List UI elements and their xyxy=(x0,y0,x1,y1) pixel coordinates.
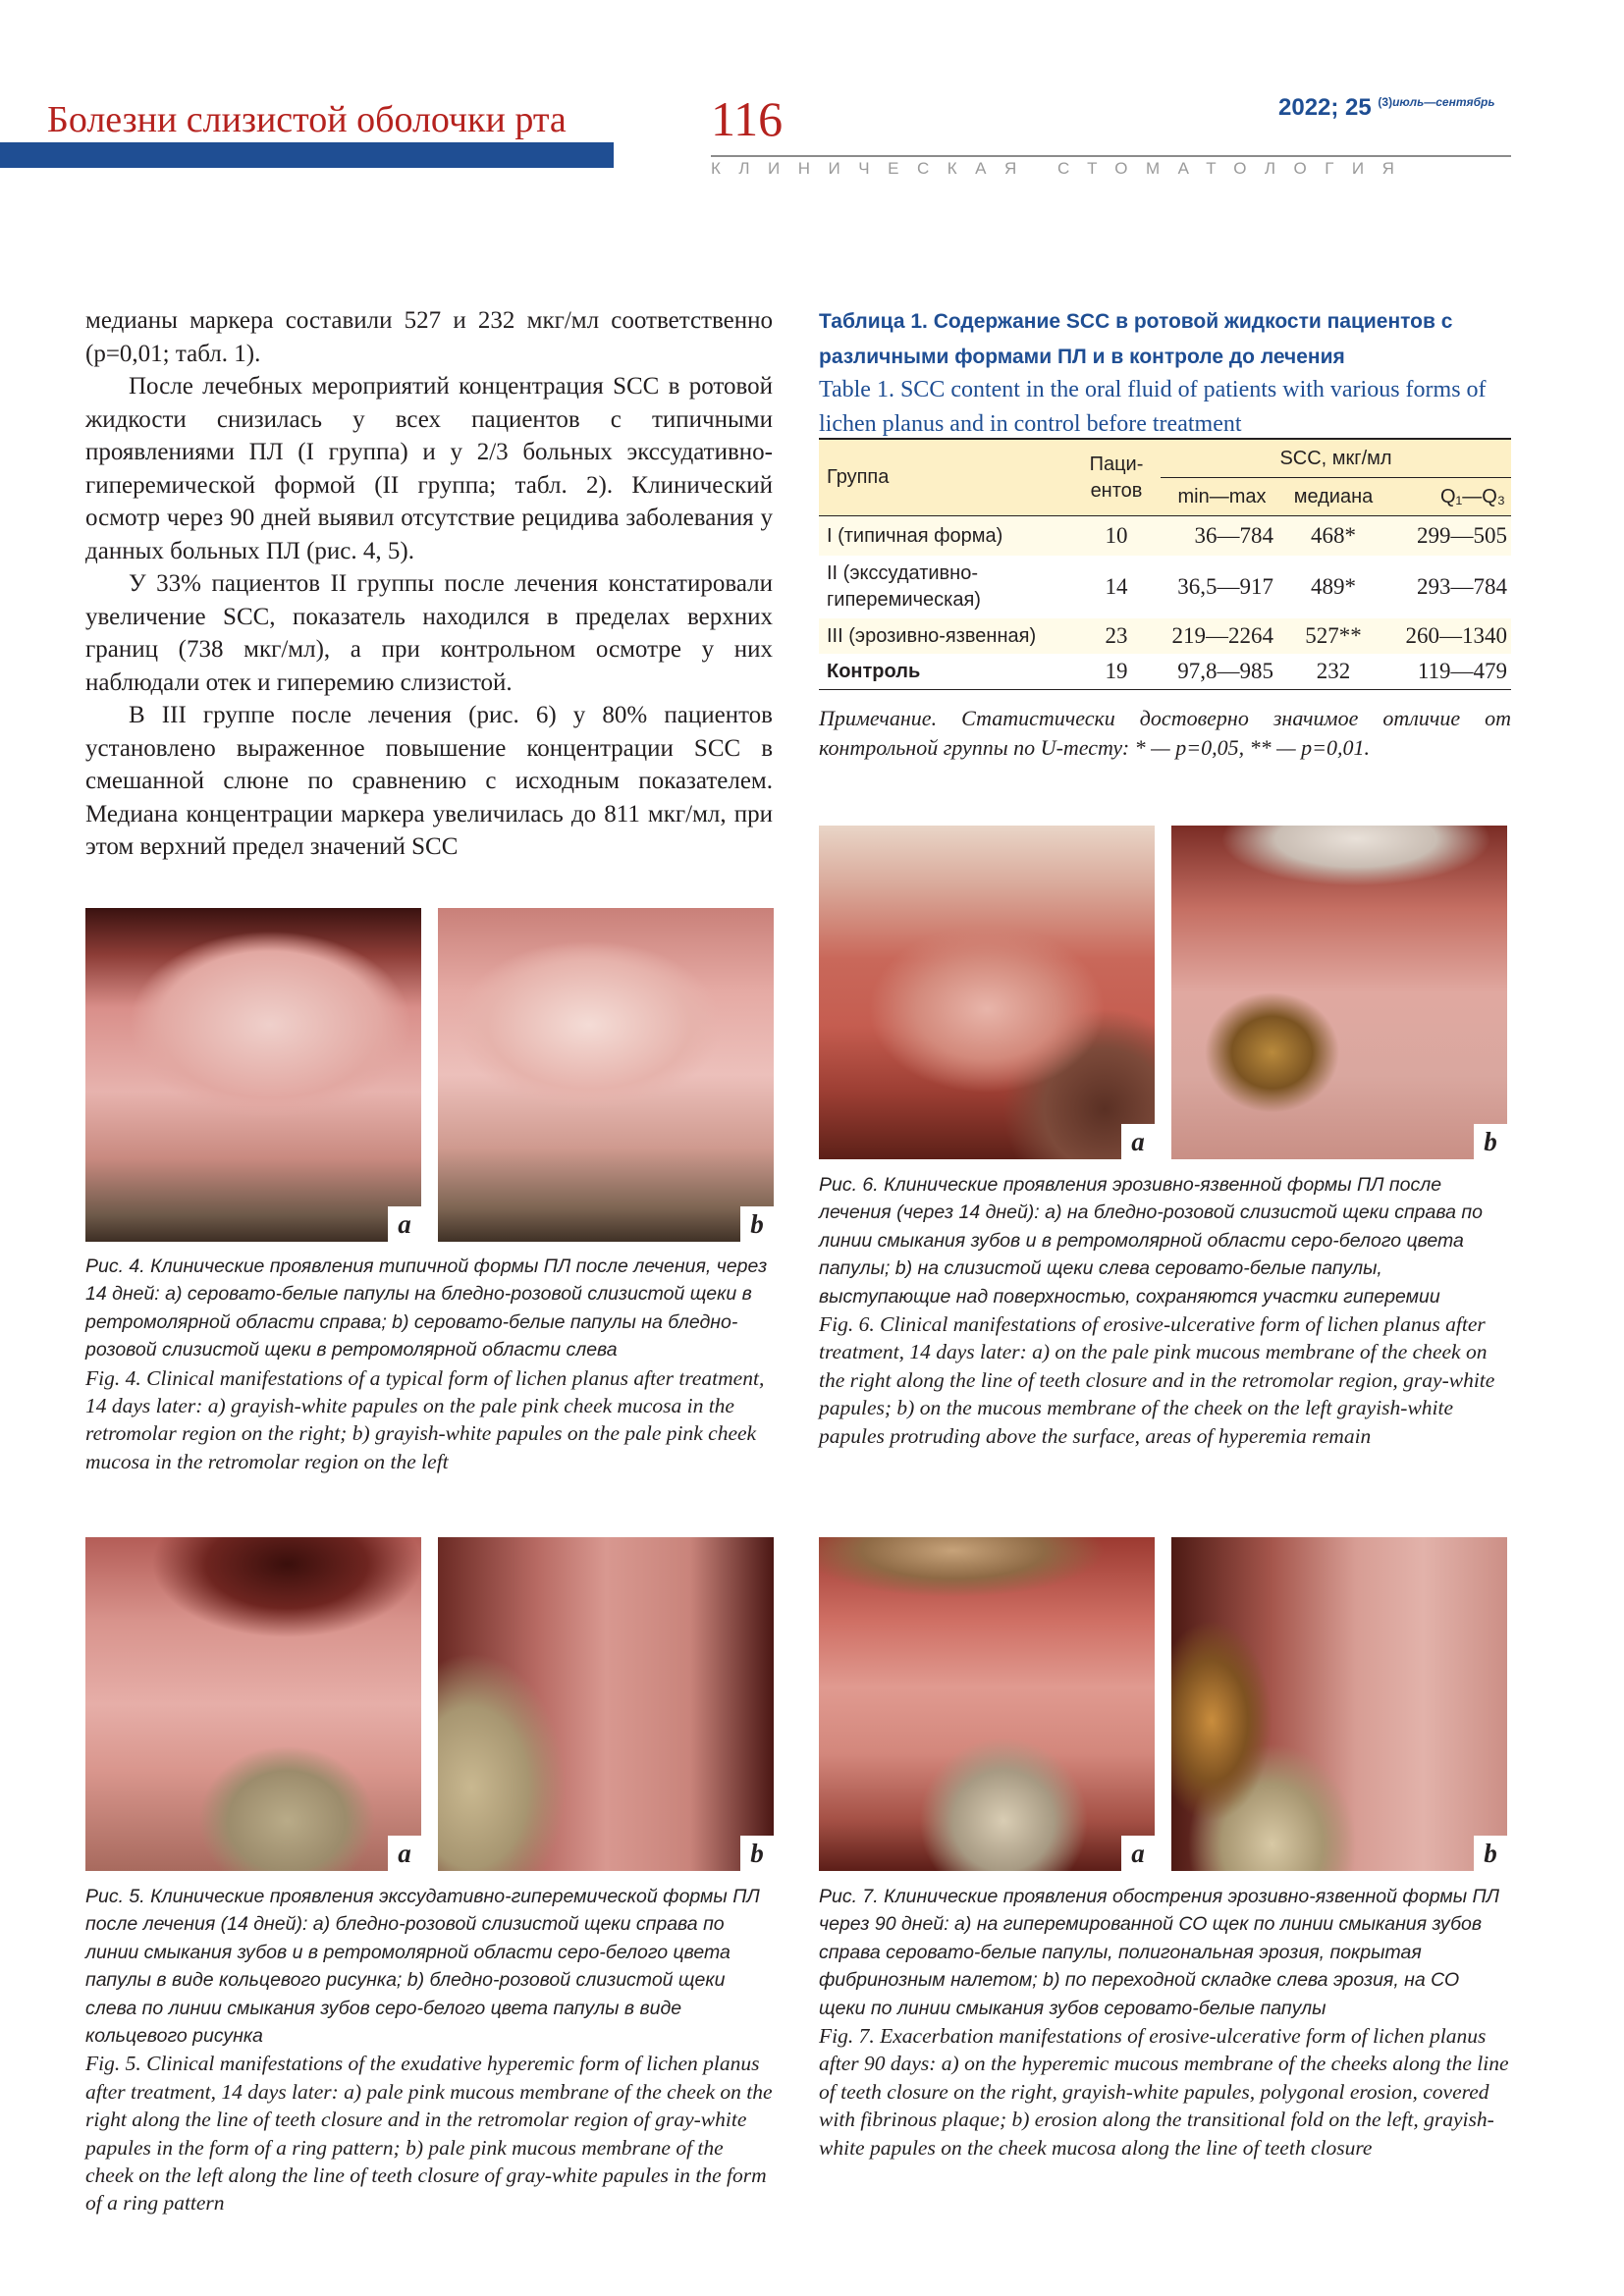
photo-label-a: a xyxy=(1121,1124,1155,1159)
caption-en: Fig. 4. Clinical manifestations of a typical form of lichen planus after treatment, 14 days later: a) grayish-white papules on the pale pink cheek mucosa in the retromolar region on the right; b) grayish-white papules on the pale pink cheek mucosa in the retromolar region on the left xyxy=(85,1365,765,1473)
table-row xyxy=(819,654,1511,690)
fig6-photo-a xyxy=(819,826,1155,1159)
row-minmax: 219—2264 xyxy=(1161,618,1283,654)
row-median: 489* xyxy=(1311,574,1356,599)
fig4-photo-b xyxy=(438,908,774,1242)
photo-label-b: b xyxy=(1474,1836,1507,1871)
row-median: 232 xyxy=(1316,659,1351,683)
row-group: II (экссудативно- гиперемическая) xyxy=(827,562,981,611)
fig4-caption xyxy=(85,1253,773,1475)
caption-ru: Рис. 6. Клинические проявления эрозивно-язвенной формы ПЛ после лечения (через 14 дней): а) на бледно-розовой слизистой щеки справа по линии смыкания зубов и в ретромолярной области серо-белого цвета папулы; b) на слизистой щеки слева серовато-белые папулы, выступающие над поверхностью, сохраняются участки гиперемии xyxy=(819,1174,1483,1308)
row-q: 293—784 xyxy=(1417,574,1507,599)
table-title-en: Table 1. SCC content in the oral fluid of patients with various forms of lichen planus and in control before treatment xyxy=(819,377,1487,437)
photo-label-b: b xyxy=(740,1836,774,1871)
row-n: 14 xyxy=(1105,574,1128,599)
fig5-photo-b xyxy=(438,1537,774,1871)
body-text xyxy=(85,304,773,864)
row-q: 299—505 xyxy=(1383,516,1511,557)
caption-ru: Рис. 5. Клинические проявления экссудативно-гиперемической формы ПЛ после лечения (14 дней): а) бледно-розовой слизистой щеки справа по линии смыкания зубов и в ретромолярной области серо-белого цвета папулы в виде кольцевого рисунка; b) бледно-розовой слизистой щеки слева по линии смыкания зубов серо-белого цвета папулы в виде кольцевого рисунка xyxy=(85,1886,760,2048)
photo-label-a: a xyxy=(388,1206,421,1242)
header-group: Группа xyxy=(819,440,1072,516)
photo-label-a: a xyxy=(388,1836,421,1871)
issue-months: июль—сентябрь xyxy=(1392,95,1495,109)
table-title-ru: Таблица 1. Содержание SCC в ротовой жидкости пациентов с различными формами ПЛ и в контроле до лечения xyxy=(819,310,1453,368)
section-bar xyxy=(0,142,614,168)
fig5-photo-a xyxy=(85,1537,421,1871)
issue-info xyxy=(1278,94,1494,122)
header-rule xyxy=(711,155,1511,157)
page-number: 116 xyxy=(711,91,784,146)
table-row xyxy=(819,516,1511,557)
header-median: медиана xyxy=(1283,478,1383,516)
photo-label-b: b xyxy=(1474,1124,1507,1159)
paragraph: После лечебных мероприятий концентрация SCC в ротовой жидкости снизилась у всех пациентов с типичными проявлениями ПЛ (I группа) и у 2/3 больных экссудативно-гиперемической формой (II группа; табл. 2). Клинический осмотр через 90 дней выявил отсутствие рецидива заболевания у данных больных ПЛ (рис. 4, 5). xyxy=(85,373,773,564)
header-scc: SCC, мкг/мл xyxy=(1161,440,1511,478)
header-minmax: min—max xyxy=(1161,478,1283,516)
fig7-photo-a xyxy=(819,1537,1155,1871)
row-q: 119—479 xyxy=(1417,659,1507,683)
table-note: Примечание. Статистически достоверно значимое отличие от контрольной группы по U-тесту: * — p=0,05, ** — p=0,01. xyxy=(819,706,1511,760)
row-median: 527** xyxy=(1283,618,1383,654)
caption-ru: Рис. 4. Клинические проявления типичной формы ПЛ после лечения, через 14 дней: а) серовато-белые папулы на бледно-розовой слизистой щеки в ретромолярной области справа; b) серовато-белые папулы на бледно-розовой слизистой щеки в ретромолярной области слева xyxy=(85,1255,768,1362)
table-row xyxy=(819,618,1511,654)
fig4-photo-a xyxy=(85,908,421,1242)
row-n: 23 xyxy=(1072,618,1161,654)
row-minmax: 36,5—917 xyxy=(1177,574,1273,599)
fig5-caption xyxy=(85,1883,773,2217)
row-group: Контроль xyxy=(827,660,921,682)
year-volume: 2022; 25 xyxy=(1278,94,1372,121)
paragraph: В III группе после лечения (рис. 6) у 80% пациентов установлено выраженное повышение концентрации SCC в смешанной слюне по сравнению с исходным показателем. Медиана концентрации маркера увеличилась до 811 мкг/мл, при этом верхний предел значений SCC xyxy=(85,702,773,860)
fig6-photo-b xyxy=(1171,826,1507,1159)
row-minmax: 36—784 xyxy=(1161,516,1283,557)
caption-en: Fig. 7. Exacerbation manifestations of erosive-ulcerative form of lichen planus after 90 days: a) on the hyperemic mucous membrane of the cheeks along the line of teeth closure on the right, grayish-white papules, polygonal erosion, covered with fibrinous plaque; b) erosion along the transitional fold on the left, grayish-white papules on the cheek mucosa along the line of teeth closure xyxy=(819,2024,1509,2160)
fig6-caption xyxy=(819,1171,1511,1450)
row-group: III (эрозивно-язвенная) xyxy=(819,618,1072,654)
caption-en: Fig. 5. Clinical manifestations of the exudative hyperemic form of lichen planus after treatment, 14 days later: a) pale pink mucous membrane of the cheek on the right along the line of teeth closure and in the retromolar region of gray-white papules in the form of a ring pattern; b) pale pink mucous membrane of the cheek on the left along the line of teeth closure of gray-white papules in the form of a ring pattern xyxy=(85,2052,773,2216)
photo-label-b: b xyxy=(740,1206,774,1242)
issue-number: (3) xyxy=(1378,95,1393,109)
section-title: Болезни слизистой оболочки рта xyxy=(47,99,567,140)
row-minmax: 97,8—985 xyxy=(1177,659,1273,683)
paragraph: медианы маркера составили 527 и 232 мкг/мл соответственно (p=0,01; табл. 1). xyxy=(85,307,773,367)
journal-name: КЛИНИЧЕСКАЯ СТОМАТОЛОГИЯ xyxy=(711,159,1413,178)
caption-en: Fig. 6. Clinical manifestations of erosive-ulcerative form of lichen planus after treatment, 14 days later: a) on the pale pink mucous membrane of the cheek on the right along the line of teeth closure and in the retromolar region, gray-white papules; b) on the mucous membrane of the cheek on the left grayish-white papules protruding above the surface, areas of hyperemia remain xyxy=(819,1312,1495,1448)
caption-ru: Рис. 7. Клинические проявления обострения эрозивно-язвенной формы ПЛ через 90 дней: а) на гиперемированной СО щек по линии смыкания зубов справа серовато-белые папулы, полигональная эрозия, покрытая фибринозным налетом; b) по переходной складке слева эрозия, на СО щеки по линии смыкания зубов серовато-белые папулы xyxy=(819,1886,1500,2019)
scc-table xyxy=(819,440,1511,690)
photo-label-a: a xyxy=(1121,1836,1155,1871)
header-patients: Паци- ентов xyxy=(1072,440,1161,516)
paragraph: У 33% пациентов II группы после лечения констатировали увеличение SCC, показатель находился в пределах верхних границ (738 мкг/мл), а при контрольном осмотре у них наблюдали отек и гиперемию слизистой. xyxy=(85,570,773,696)
row-q: 260—1340 xyxy=(1383,618,1511,654)
row-n: 19 xyxy=(1105,659,1128,683)
table-row xyxy=(819,556,1511,618)
row-median: 468* xyxy=(1283,516,1383,557)
row-group: I (типичная форма) xyxy=(819,516,1072,557)
header-q: Q₁—Q₃ xyxy=(1383,478,1511,516)
row-n: 10 xyxy=(1072,516,1161,557)
fig7-photo-b xyxy=(1171,1537,1507,1871)
fig7-caption xyxy=(819,1883,1511,2162)
